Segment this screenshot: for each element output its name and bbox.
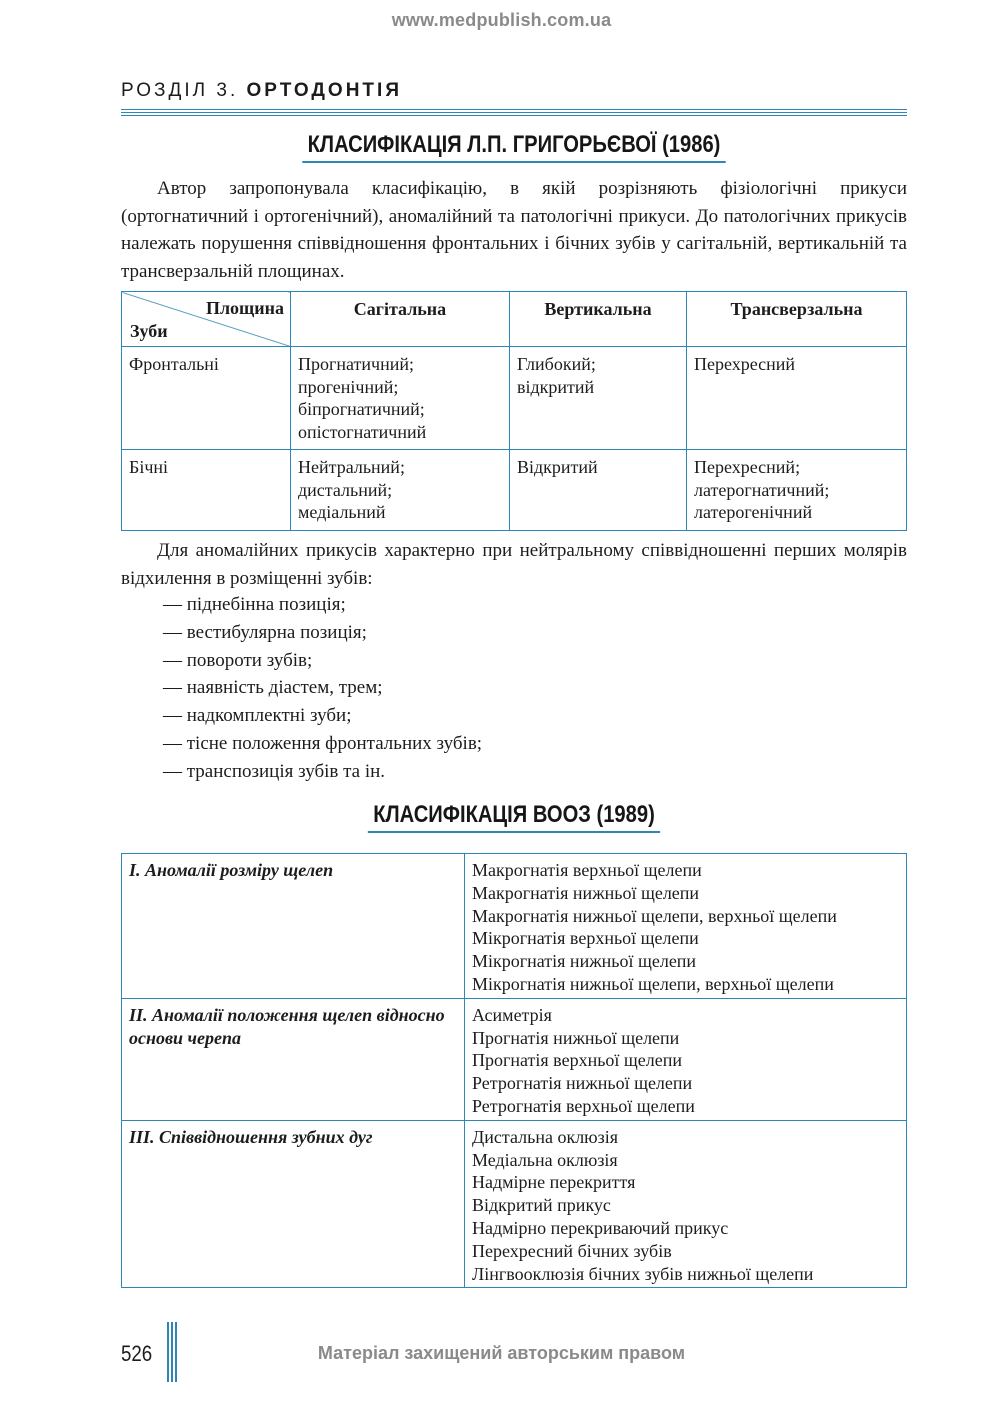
cell-line: Медіальна оклюзія [472,1149,618,1170]
corner-top-label: Площина [205,298,284,318]
watermark-top: www.medpublish.com.ua [391,10,612,30]
cell-line: латерогенічний [694,502,813,522]
items-cell [465,1120,907,1288]
table-cell [291,450,510,531]
cell-line: Макрогнатія нижньої щелепи, верхньої щелепи [472,905,837,926]
list-item: — тісне положення фронтальних зубів; [163,732,483,754]
cell-line: Перехресний бічних зубів [472,1240,672,1261]
who-table [121,853,907,1288]
cell-line: Відкритий [517,457,598,477]
corner-bottom-label: Зуби [130,320,168,341]
cell-line: прогенічний; [298,376,399,397]
section2-title-text: КЛАСИФІКАЦІЯ ВООЗ (1989) [368,801,660,833]
section1-intro-text: Автор запропонувала класифікацію, в якій розрізняють фізіологічні прикуси (ортогнатичний і ортогенічний), аномалійний та патологічні прикуси. До патологічних прикусів належать порушення співвідношення фронтальних і бічних зубів у сагітальній, вертикальній та трансверзальній площинах. [121,178,907,282]
table-cell [510,347,687,450]
running-head [121,80,402,102]
section2-title [184,801,844,833]
cell-line: Макрогнатія нижньої щелепи [472,882,700,903]
table-cell [687,450,907,531]
cell-line: Відкритий прикус [472,1195,611,1216]
category-cell: I. Аномалії розміру щелеп [122,854,465,999]
table-row [122,998,907,1120]
anomaly-list [163,591,482,786]
cell-line: Мікрогнатія нижньої щелепи, верхньої щелепи [472,973,834,994]
table-header-row [122,292,907,347]
cell-line: Ретрогнатія нижньої щелепи [472,1073,693,1094]
cell-line: Прогнатія нижньої щелепи [472,1027,680,1048]
column-header: Вертикальна [510,292,687,347]
cell-line: латерогнатичний; [694,479,830,500]
running-head-title: ОРТОДОНТІЯ [246,80,402,101]
header-rule-2 [121,112,907,113]
items-cell [465,854,907,999]
table-row [122,450,907,531]
cell-line: Прогнатія верхньої щелепи [472,1050,682,1071]
cell-line: відкритий [517,376,595,397]
header-rule-1 [121,109,907,110]
grigorieva-table [121,291,907,531]
items-cell [465,998,907,1120]
list-item: — надкомплектні зуби; [163,705,352,727]
cell-line: опістогнатичний [298,421,427,442]
cell-line: Надмірно перекриваючий прикус [472,1217,729,1238]
table-row [122,347,907,450]
cell-line: Прогнатичний; [298,354,414,374]
cell-line: Перехресний; [694,457,801,477]
cell-line: Мікрогнатія верхньої щелепи [472,928,699,949]
section1-intro [121,175,907,285]
cell-line: Перехресний [694,354,796,374]
cell-line: дистальний; [298,479,393,500]
cell-line: медіальний [298,502,386,522]
section1-after-text: Для аномалійних прикусів характерно при нейтральному співвідношенні перших молярів відхилення в розміщенні зубів: [121,540,907,589]
table-row [122,854,907,999]
list-item: — вестибулярна позиція; [163,621,367,643]
table-cell [510,450,687,531]
section1-after [121,537,907,592]
cell-line: Асиметрія [472,1004,552,1025]
list-item: — піднебінна позиція; [163,594,346,615]
cell-line: Мікрогнатія нижньої щелепи [472,951,697,972]
cell-line: Дистальна оклюзія [472,1126,619,1147]
section1-title-text: КЛАСИФІКАЦІЯ Л.П. ГРИГОРЬЄВОЇ (1986) [303,131,726,163]
watermark-bottom: Матеріал захищений авторським правом [317,1343,686,1363]
column-header: Трансверзальна [687,292,907,347]
running-head-prefix: РОЗДІЛ 3. [121,80,247,101]
cell-line: Макрогнатія верхньої щелепи [472,860,702,880]
cell-line: Глибокий; [517,354,596,374]
cell-line: Нейтральний; [298,457,405,477]
cell-line: Ретрогнатія верхньої щелепи [472,1095,695,1116]
cell-line: Надмірне перекриття [472,1172,636,1193]
page-number: 526 [121,1341,153,1366]
table-row [122,1120,907,1288]
category-cell: III. Співвідношення зубних дуг [122,1120,465,1288]
row-label: Фронтальні [122,347,291,450]
list-item: — повороти зубів; [163,649,313,671]
row-label: Бічні [122,450,291,531]
list-item: — наявність діастем, трем; [163,677,383,699]
table-cell [687,347,907,450]
category-cell: II. Аномалії положення щелеп відносно основи черепа [122,998,465,1120]
table-cell [291,347,510,450]
corner-cell [122,292,291,347]
cell-line: Лінгвооклюзія бічних зубів нижньої щелепи [472,1263,814,1284]
cell-line: біпрогнатичний; [298,399,425,419]
section1-title [184,131,844,163]
column-header: Сагітальна [291,292,510,347]
header-rule-3 [121,115,907,116]
list-item: — транспозиція зубів та ін. [163,760,386,782]
